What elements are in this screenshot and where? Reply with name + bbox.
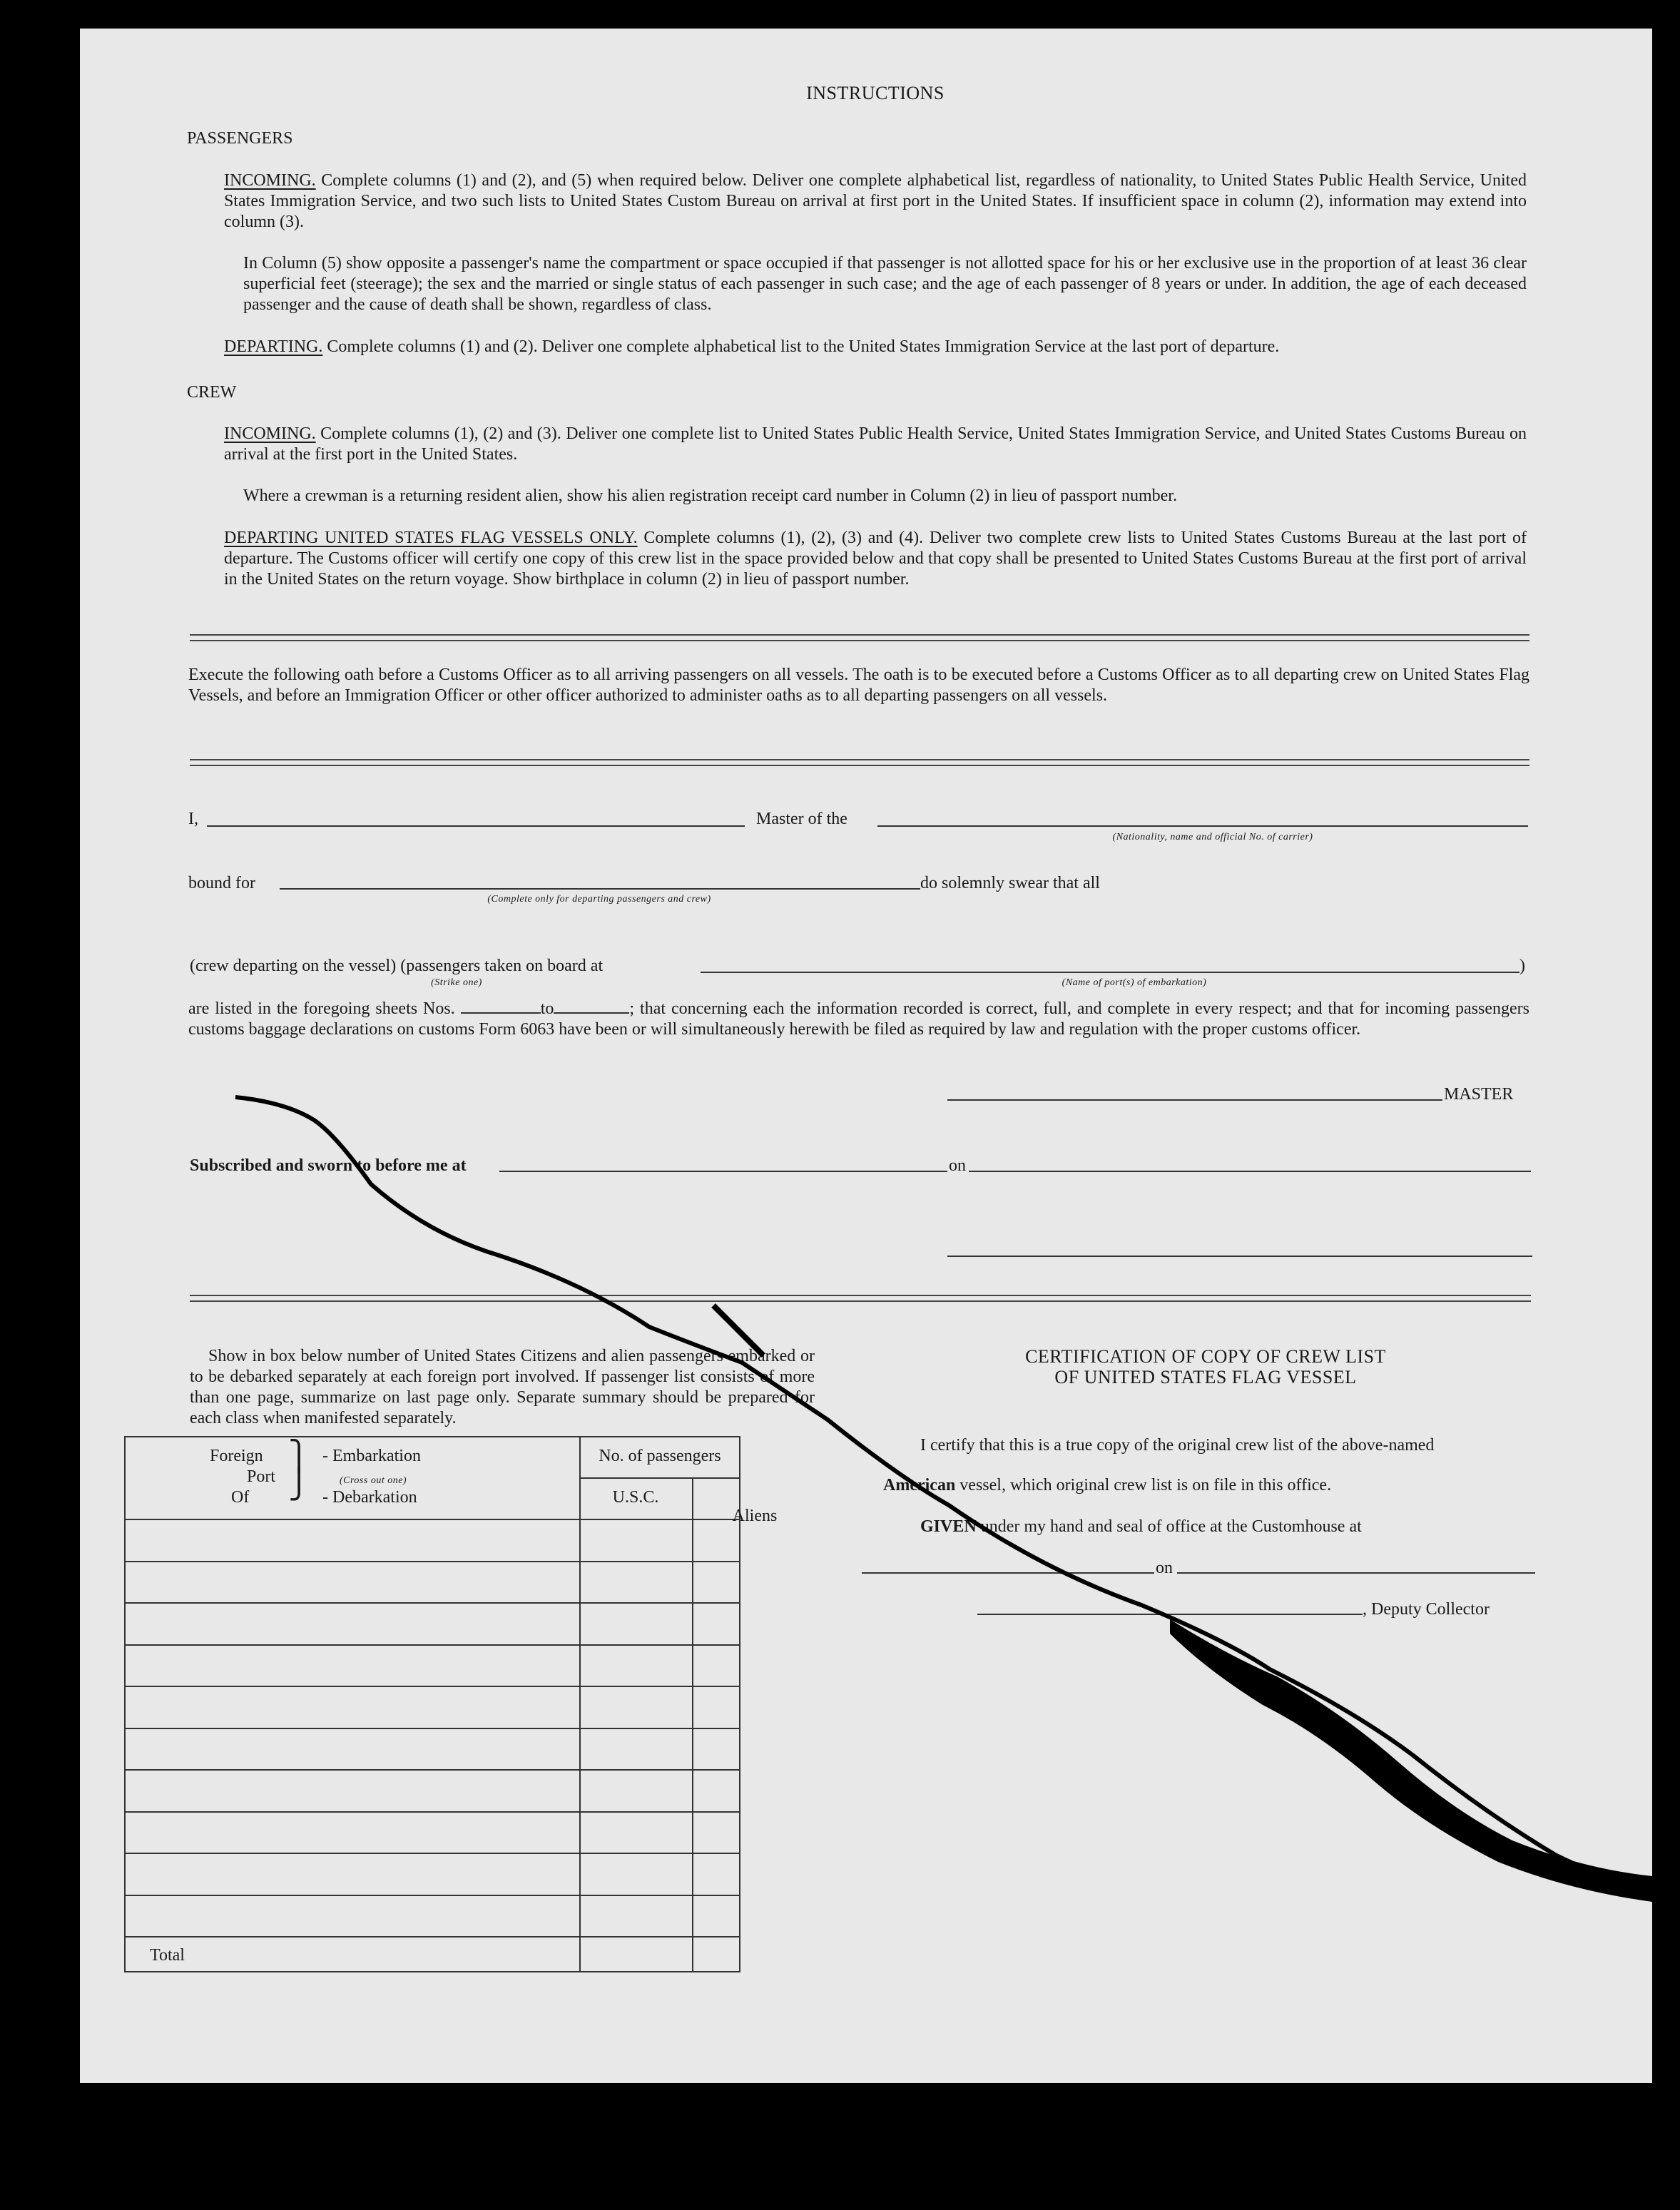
- aliens-header-text: Aliens: [732, 1507, 778, 1525]
- certification-title-line2: OF UNITED STATES FLAG VESSEL: [1054, 1367, 1357, 1387]
- american-bold: American: [883, 1476, 956, 1494]
- passengers-incoming-text: Complete columns (1) and (2), and (5) when required below. Deliver one complete alphabetical list, regardless of nationality, to United States Public Health Service, United States Immigration Service, and two such lists to United States Custom Bureau on arrival at first port in the United States. If insufficient space in column (2), information may extend into column (3).: [224, 171, 1527, 231]
- solemnly-swear-text: do solemnly swear that all: [920, 874, 1100, 892]
- listed-sheets-text-1: are listed in the foregoing sheets Nos.: [188, 999, 455, 1018]
- usc-header: U.S.C.: [612, 1488, 659, 1507]
- listed-to-label: to: [540, 999, 554, 1018]
- embarkation-label: - Embarkation: [322, 1447, 421, 1465]
- oath-i-label: I,: [188, 810, 198, 828]
- passengers-heading: PASSENGERS: [187, 129, 293, 148]
- crew-heading: CREW: [187, 383, 237, 402]
- total-label: Total: [150, 1946, 185, 1965]
- given-rest: under my hand and seal of office at the Customhouse at: [976, 1517, 1362, 1536]
- oath-instructions: Execute the following oath before a Customs Officer as to all arriving passengers on all vessels. The oath is to be executed before a Customs Officer as to all departing crew on United States Flag Vessels, and before an Immigration Officer or other officer authorized to administer oaths as to all departing passengers on all vessels.: [188, 666, 1529, 705]
- port-caption: (Name of port(s) of embarkation): [1062, 977, 1207, 988]
- strike-one-caption: (Strike one): [431, 977, 482, 988]
- certify-text: I certify that this is a true copy of the original crew list of the above-named: [920, 1436, 1435, 1455]
- brace-icon: ⎭: [288, 1468, 310, 1500]
- crew-incoming-text: Complete columns (1), (2) and (3). Deliver one complete list to United States Public Health Service, United States Immigration Service, and United States Customs Bureau on arrival at the first port in the United States.: [224, 424, 1527, 464]
- certification-title-line1: CERTIFICATION OF COPY OF CREW LIST: [1025, 1346, 1386, 1367]
- master-label: MASTER: [1444, 1085, 1514, 1104]
- no-of-passengers-header: No. of passengers: [599, 1447, 721, 1465]
- debarkation-label: - Debarkation: [322, 1488, 417, 1507]
- passengers-departing-label: DEPARTING.: [224, 337, 323, 356]
- crew-departing-text: Complete columns (1), (2), (3) and (4). Deliver two complete crew lists to United States Customs Bureau at the last port of departure. The Customs officer will certify one copy of this crew list in the space provided below and that copy shall be presented to United States Customs Bureau at the first port of arrival in the United States on the return voyage. Show birthplace in column (2) in lieu of passport number.: [224, 529, 1527, 589]
- crew-incoming-label: INCOMING.: [224, 424, 316, 443]
- crew-resident-alien-paragraph: Where a crewman is a returning resident alien, show his alien registration receipt card number in Column (2) in lieu of passport number.: [243, 487, 1177, 505]
- instructions-title: INSTRUCTIONS: [806, 83, 945, 103]
- passengers-departing-text: Complete columns (1) and (2). Deliver one complete alphabetical list to the United States Immigration Service at the last port of departure.: [327, 337, 1280, 356]
- subscribed-label: Subscribed and sworn to before me at: [190, 1156, 467, 1175]
- crew-departing-text: (crew departing on the vessel) (passengers taken on board at: [190, 957, 604, 975]
- passengers-column5-paragraph: In Column (5) show opposite a passenger's name the compartment or space occupied if that passenger is not allotted space for his or her exclusive use in the proportion of at least 36 clear superficial feet (steerage); the sex and the married or single status of each passenger in such case; and the age of each passenger of 8 years or under. In addition, the age of each deceased passenger and the cause of death shall be shown, regardless of class.: [243, 254, 1527, 314]
- master-of-the-label: Master of the: [756, 810, 847, 828]
- bound-for-label: bound for: [188, 874, 255, 892]
- deputy-collector-label: , Deputy Collector: [1363, 1600, 1490, 1619]
- summary-instructions: Show in box below number of United States Citizens and alien passengers embarked or to be debarked separately at each foreign port involved. If passenger list consists of more than one page, summarize on last page only. Separate summary should be prepared for each class when manifested separately.: [190, 1347, 815, 1427]
- crew-departing-label: DEPARTING UNITED STATES FLAG VESSELS ONLY.: [224, 529, 638, 547]
- listed-sheets-text-2: ; that concerning each the information recorded is correct, full, and complete in every respect; and that for incoming passengers customs baggage declarations on customs Form 6063 have been or will simultaneously herewith be filed as required by law and regulation with the proper customs officer.: [188, 999, 1530, 1039]
- carrier-caption: (Nationality, name and official No. of carrier): [1112, 832, 1313, 842]
- cert-on-label: on: [1156, 1559, 1173, 1577]
- brace-icon: ⎫: [288, 1440, 310, 1472]
- bound-for-caption: (Complete only for departing passengers and crew): [487, 894, 711, 905]
- port-label: Port: [247, 1467, 276, 1486]
- american-rest: vessel, which original crew list is on file in this office.: [955, 1476, 1332, 1494]
- cross-out-caption: (Cross out one): [340, 1475, 407, 1486]
- given-bold: GIVEN: [920, 1517, 977, 1536]
- of-label: Of: [231, 1488, 250, 1507]
- sworn-on-label: on: [949, 1156, 966, 1175]
- foreign-label: Foreign: [210, 1447, 263, 1465]
- passengers-incoming-label: INCOMING.: [224, 171, 316, 190]
- close-paren: ): [1519, 957, 1525, 975]
